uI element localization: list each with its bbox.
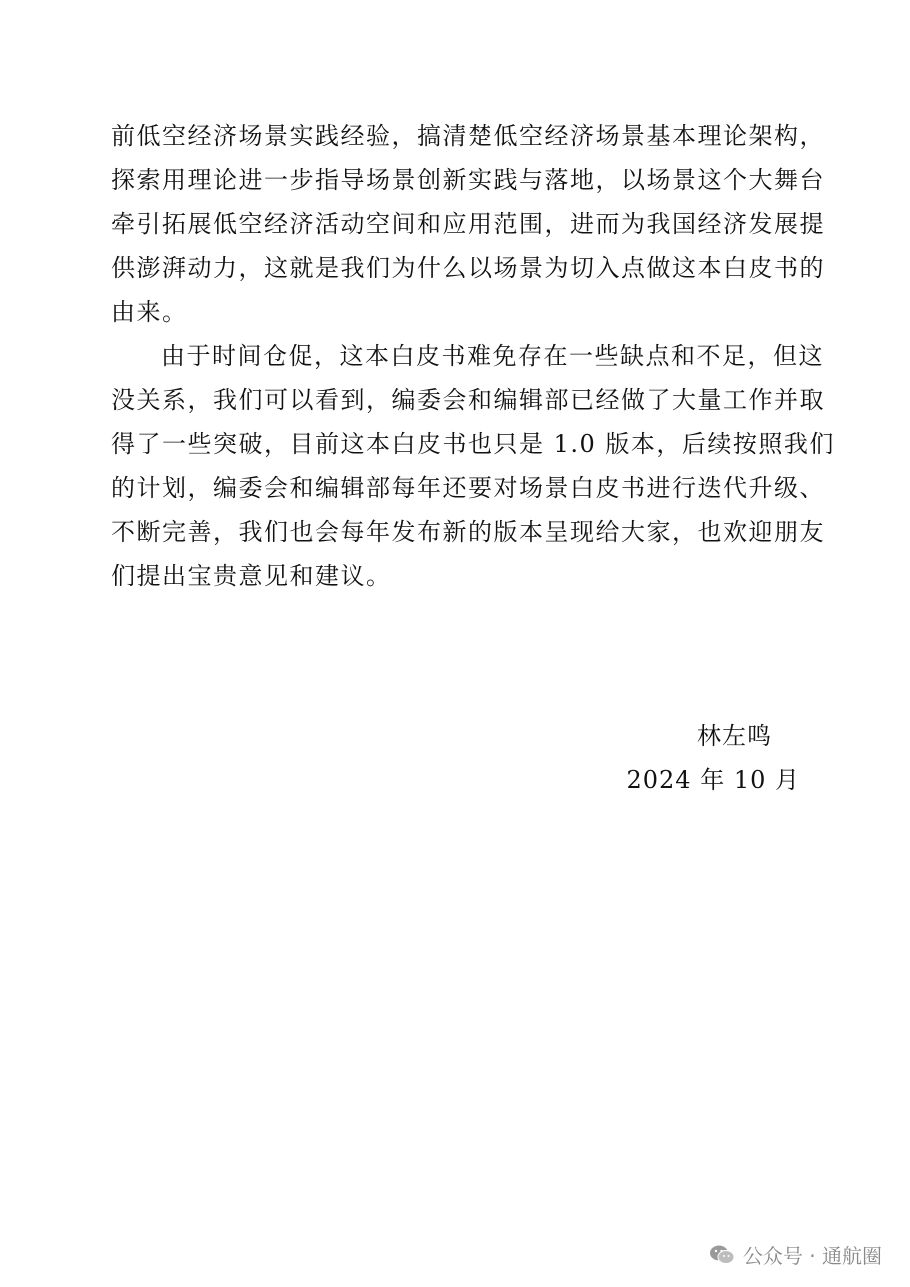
text-line: 没关系，我们可以看到，编委会和编辑部已经做了大量工作并取 [111,386,825,414]
watermark-text: 公众号 · 通航圈 [742,1244,882,1268]
wechat-icon [709,1244,735,1266]
text-line: 的计划，编委会和编辑部每年还要对场景白皮书进行迭代升级、 [111,474,825,502]
text-line: 牵引拓展低空经济活动空间和应用范围，进而为我国经济发展提 [111,210,825,238]
text-line: 得了一些突破，目前这本白皮书也只是 1.0 版本，后续按照我们 [111,430,835,458]
text-line: 前低空经济场景实践经验，搞清楚低空经济场景基本理论架构， [111,122,825,150]
text-line: 探索用理论进一步指导场景创新实践与落地，以场景这个大舞台 [111,166,825,194]
text-line: 供澎湃动力，这就是我们为什么以场景为切入点做这本白皮书的 [111,254,825,282]
text-line: 不断完善，我们也会每年发布新的版本呈现给大家，也欢迎朋友 [111,518,825,546]
text-line: 们提出宝贵意见和建议。 [111,562,392,590]
paragraph-first-line: 由于时间仓促，这本白皮书难免存在一些缺点和不足，但这 [161,342,824,370]
watermark [709,1240,882,1269]
signature-name: 林左鸣 [697,722,772,750]
text-line: 由来。 [111,298,188,326]
signature-block [626,714,800,802]
signature-date: 2024 年 10 月 [626,766,800,794]
body-text [111,114,835,598]
